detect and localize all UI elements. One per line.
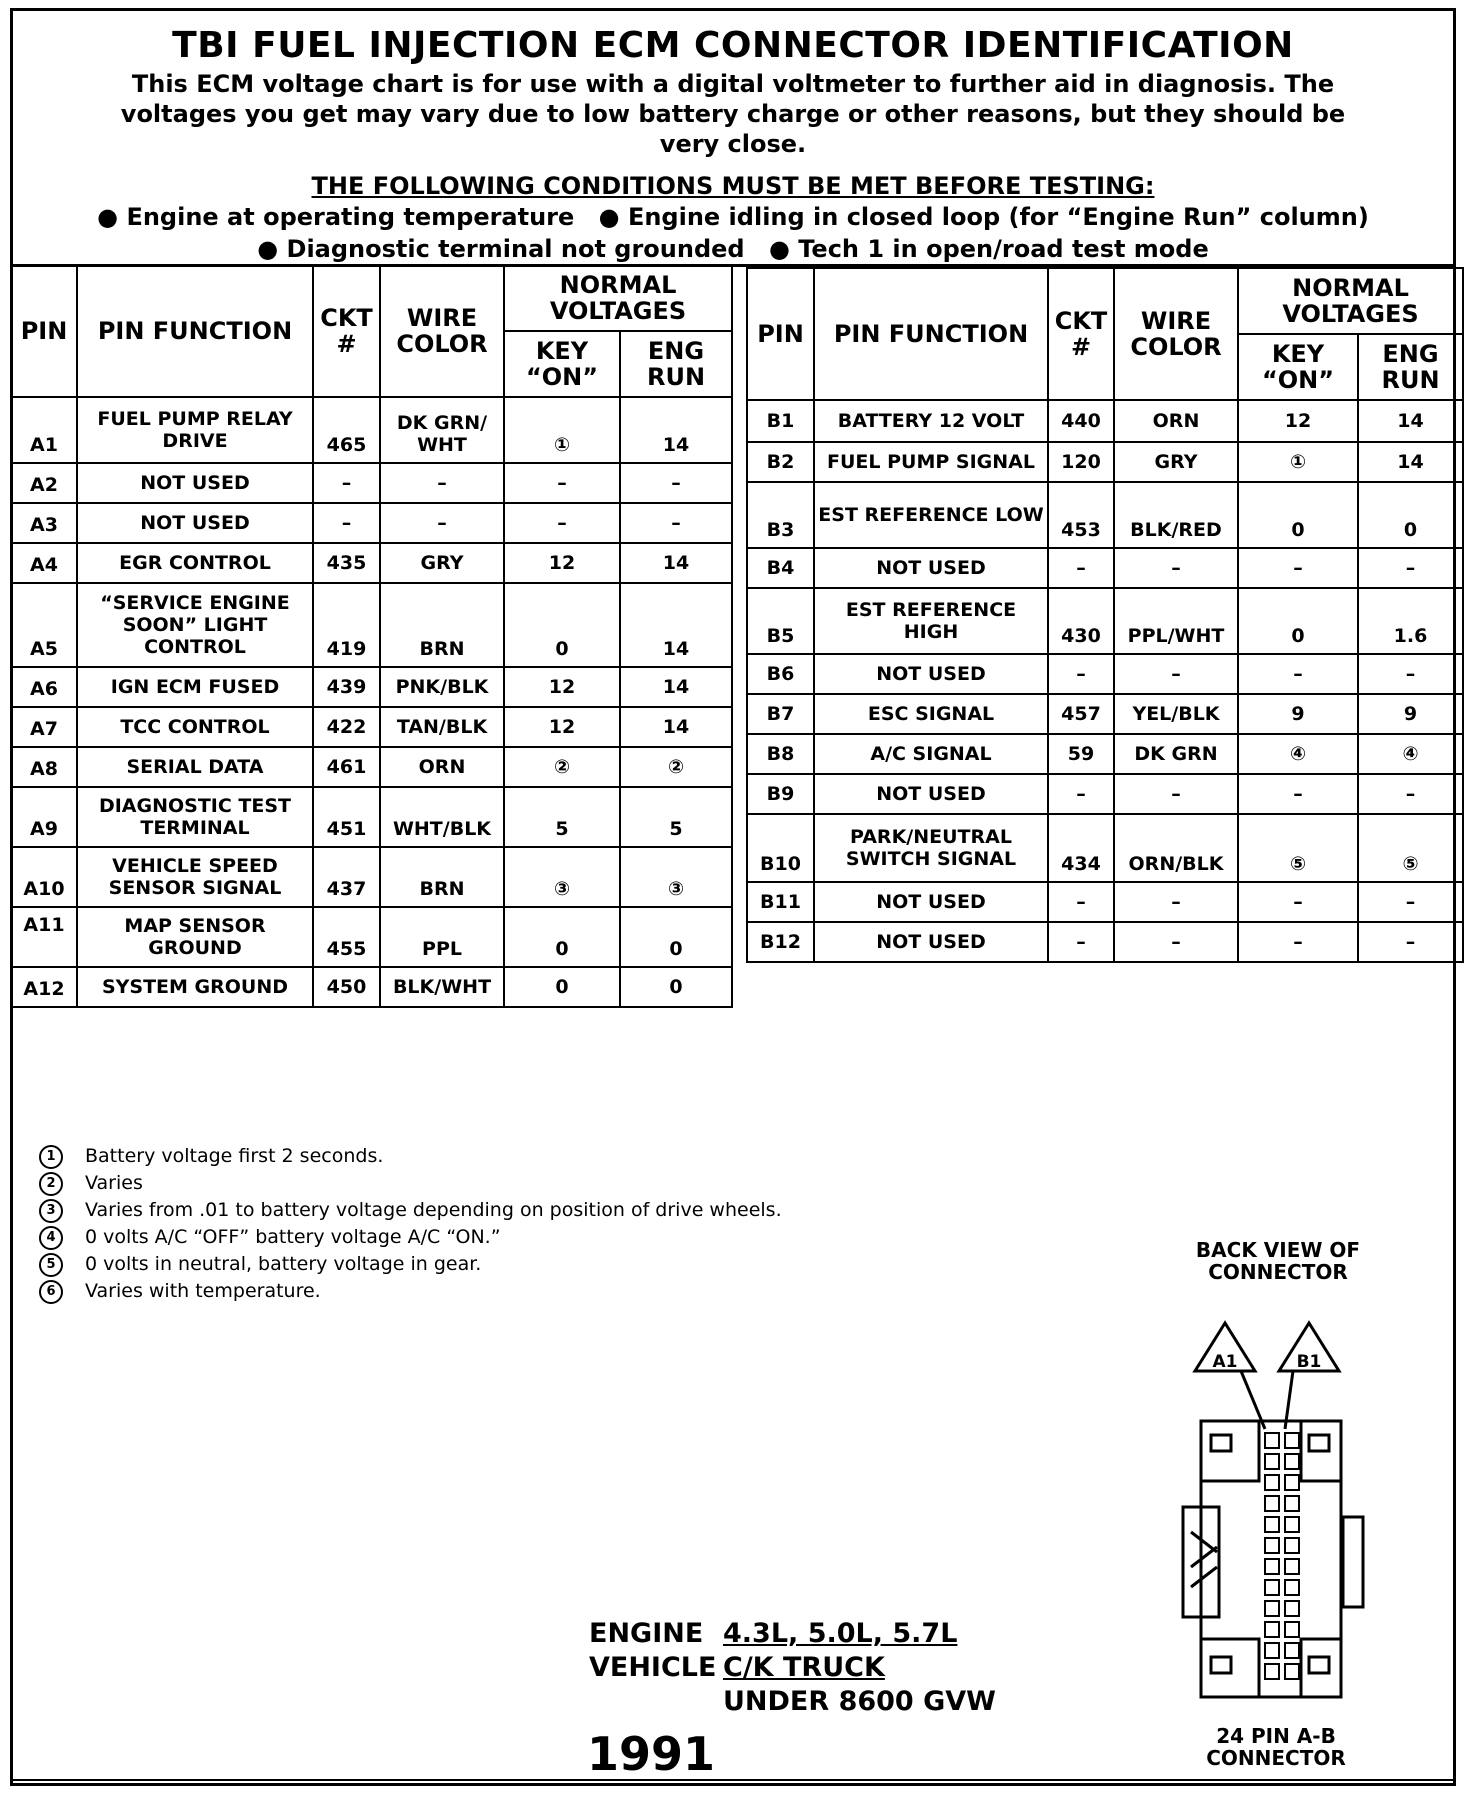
key-on-cell: 0 xyxy=(1238,588,1358,654)
key-on-cell: ① xyxy=(1238,442,1358,482)
key-on-cell: 12 xyxy=(1238,400,1358,442)
wire-color-cell: – xyxy=(380,503,504,543)
condition-item: ● Tech 1 in open/road test mode xyxy=(768,235,1209,263)
col-key-on: KEY “ON” xyxy=(1238,334,1358,400)
col-pin-function: PIN FUNCTION xyxy=(77,265,313,397)
key-on-cell: 0 xyxy=(504,583,620,667)
wire-color-cell: BRN xyxy=(380,847,504,907)
connector-pin-icon xyxy=(1265,1580,1279,1595)
ckt-cell: 461 xyxy=(313,747,380,787)
back-view-label: BACK VIEW OF CONNECTOR xyxy=(1195,1238,1361,1284)
wire-color-cell: – xyxy=(1114,882,1238,922)
pin-function-cell: SERIAL DATA xyxy=(77,747,313,787)
table-row xyxy=(747,694,1463,734)
col-wire-color: WIRE COLOR xyxy=(1114,268,1238,400)
footnote-number: 4 xyxy=(39,1226,63,1250)
engine-label: ENGINE xyxy=(589,1618,704,1649)
ckt-cell: 457 xyxy=(1048,694,1114,734)
connector-pin-icon xyxy=(1265,1433,1279,1448)
ckt-cell: 120 xyxy=(1048,442,1114,482)
footnote-number: 5 xyxy=(39,1253,63,1277)
pin-cell: A11 xyxy=(11,907,77,967)
wire-color-cell: DK GRN/ WHT xyxy=(380,397,504,463)
connector-pin-icon xyxy=(1265,1643,1279,1658)
pin-function-cell: EGR CONTROL xyxy=(77,543,313,583)
connector-pin-icon xyxy=(1285,1601,1299,1616)
footnote-text: Battery voltage first 2 seconds. xyxy=(85,1145,384,1167)
eng-run-cell: – xyxy=(620,463,732,503)
ckt-cell: – xyxy=(1048,774,1114,814)
pin-cell: A6 xyxy=(11,667,77,707)
pin-cell: B2 xyxy=(747,442,814,482)
pin-cell: A1 xyxy=(11,397,77,463)
key-on-cell: – xyxy=(1238,922,1358,962)
table-row xyxy=(11,787,732,847)
eng-run-cell: 14 xyxy=(1358,400,1463,442)
table-row xyxy=(11,583,732,667)
description: This ECM voltage chart is for use with a digital voltmeter to further aid in diagnosis. The voltages you get may vary due to low battery charge or other reasons, but they should be very close. xyxy=(120,70,1346,158)
connector-pin-icon xyxy=(1285,1580,1299,1595)
wire-color-cell: – xyxy=(1114,548,1238,588)
eng-run-cell: 14 xyxy=(620,397,732,463)
pin-function-cell: MAP SENSOR GROUND xyxy=(77,907,313,967)
key-on-cell: – xyxy=(1238,774,1358,814)
connector-a-table xyxy=(10,264,733,1008)
eng-run-cell: 0 xyxy=(1358,482,1463,548)
connector-pin-icon xyxy=(1285,1433,1299,1448)
table-row xyxy=(11,463,732,503)
footnote-text: Varies from .01 to battery voltage depending on position of drive wheels. xyxy=(85,1199,782,1221)
ckt-cell: 455 xyxy=(313,907,380,967)
pin-cell: A10 xyxy=(11,847,77,907)
col-normal-voltages: NORMAL VOLTAGES xyxy=(1238,268,1463,334)
ckt-cell: 430 xyxy=(1048,588,1114,654)
chart-sheet xyxy=(10,8,1456,1786)
eng-run-cell: ④ xyxy=(1358,734,1463,774)
eng-run-cell: ③ xyxy=(620,847,732,907)
pin-function-cell: NOT USED xyxy=(814,922,1048,962)
page-title: TBI FUEL INJECTION ECM CONNECTOR IDENTIFICATION xyxy=(172,25,1294,66)
col-wire-color: WIRE COLOR xyxy=(380,265,504,397)
footnote-6 xyxy=(39,1278,782,1305)
ckt-cell: – xyxy=(1048,654,1114,694)
connector-pin-icon xyxy=(1265,1517,1279,1532)
vehicle-value: C/K TRUCK xyxy=(723,1652,885,1683)
pin-function-cell: FUEL PUMP RELAY DRIVE xyxy=(77,397,313,463)
footnote-text: Varies xyxy=(85,1172,143,1194)
connector-pin-icon xyxy=(1265,1538,1279,1553)
col-key-on: KEY “ON” xyxy=(504,331,620,397)
footnote-number: 1 xyxy=(39,1145,63,1169)
col-pin: PIN xyxy=(11,265,77,397)
pin-function-cell: SYSTEM GROUND xyxy=(77,967,313,1007)
footnote-text: 0 volts in neutral, battery voltage in gear. xyxy=(85,1253,482,1275)
wire-color-cell: BLK/RED xyxy=(1114,482,1238,548)
wire-color-cell: BLK/WHT xyxy=(380,967,504,1007)
col-ckt: CKT # xyxy=(313,265,380,397)
connector-pin-icon xyxy=(1285,1475,1299,1490)
wire-color-cell: – xyxy=(1114,774,1238,814)
condition-item: ● Engine at operating temperature xyxy=(97,203,575,231)
table-row xyxy=(747,400,1463,442)
connector-pin-icon xyxy=(1265,1559,1279,1574)
model-year: 1991 xyxy=(587,1727,716,1781)
pin-cell: B10 xyxy=(747,814,814,882)
condition-item: ● Diagnostic terminal not grounded xyxy=(257,235,745,263)
eng-run-cell: 14 xyxy=(620,707,732,747)
col-eng-run: ENG RUN xyxy=(1358,334,1463,400)
b1-label: B1 xyxy=(1296,1352,1322,1372)
wire-color-cell: ORN xyxy=(380,747,504,787)
pin-cell: B3 xyxy=(747,482,814,548)
eng-run-cell: 14 xyxy=(620,583,732,667)
ckt-cell: 434 xyxy=(1048,814,1114,882)
connector-pin-icon xyxy=(1285,1538,1299,1553)
eng-run-cell: – xyxy=(1358,654,1463,694)
footnote-2 xyxy=(39,1170,782,1197)
pin-cell: A3 xyxy=(11,503,77,543)
pin-function-cell: IGN ECM FUSED xyxy=(77,667,313,707)
wire-color-cell: YEL/BLK xyxy=(1114,694,1238,734)
ckt-cell: 450 xyxy=(313,967,380,1007)
bottom-rule xyxy=(13,1779,1453,1781)
ckt-cell: 437 xyxy=(313,847,380,907)
eng-run-cell: – xyxy=(1358,922,1463,962)
pin-function-cell: “SERVICE ENGINE SOON” LIGHT CONTROL xyxy=(77,583,313,667)
eng-run-cell: – xyxy=(620,503,732,543)
pin-cell: A8 xyxy=(11,747,77,787)
col-normal-voltages: NORMAL VOLTAGES xyxy=(504,265,732,331)
footnote-text: 0 volts A/C “OFF” battery voltage A/C “ON.” xyxy=(85,1226,501,1248)
wire-color-cell: – xyxy=(380,463,504,503)
pin-function-cell: DIAGNOSTIC TEST TERMINAL xyxy=(77,787,313,847)
footnote-5 xyxy=(39,1251,782,1278)
connector-pin-icon xyxy=(1285,1517,1299,1532)
table-row xyxy=(11,667,732,707)
ckt-cell: 422 xyxy=(313,707,380,747)
key-on-cell: – xyxy=(1238,654,1358,694)
key-on-cell: 12 xyxy=(504,707,620,747)
table-row xyxy=(747,588,1463,654)
key-on-cell: 0 xyxy=(504,967,620,1007)
pin-function-cell: NOT USED xyxy=(77,503,313,543)
table-row xyxy=(747,482,1463,548)
pin-function-cell: NOT USED xyxy=(814,548,1048,588)
pin-cell: B5 xyxy=(747,588,814,654)
key-on-cell: 12 xyxy=(504,543,620,583)
pin-cell: B6 xyxy=(747,654,814,694)
pin-cell: A9 xyxy=(11,787,77,847)
pin-cell: A7 xyxy=(11,707,77,747)
connector-pin-icon xyxy=(1265,1475,1279,1490)
weight-value: UNDER 8600 GVW xyxy=(723,1686,996,1717)
pin-cell: B7 xyxy=(747,694,814,734)
wire-color-cell: PNK/BLK xyxy=(380,667,504,707)
key-on-cell: 9 xyxy=(1238,694,1358,734)
ckt-cell: 439 xyxy=(313,667,380,707)
connector-pin-icon xyxy=(1285,1559,1299,1574)
connector-diagram xyxy=(1181,1317,1381,1727)
connector-pin-icon xyxy=(1265,1601,1279,1616)
col-pin: PIN xyxy=(747,268,814,400)
key-on-cell: 12 xyxy=(504,667,620,707)
wire-color-cell: ORN/BLK xyxy=(1114,814,1238,882)
header xyxy=(13,25,1453,265)
ckt-cell: – xyxy=(1048,548,1114,588)
ckt-cell: 465 xyxy=(313,397,380,463)
ckt-cell: – xyxy=(1048,882,1114,922)
footnote-4 xyxy=(39,1224,782,1251)
pin-cell: A12 xyxy=(11,967,77,1007)
table-row xyxy=(747,654,1463,694)
eng-run-cell: 14 xyxy=(620,667,732,707)
ckt-cell: 451 xyxy=(313,787,380,847)
table-row xyxy=(11,967,732,1007)
eng-run-cell: 14 xyxy=(1358,442,1463,482)
connector-pin-icon xyxy=(1285,1454,1299,1469)
wire-color-cell: TAN/BLK xyxy=(380,707,504,747)
pin-grid-icon xyxy=(1265,1433,1299,1679)
pin-function-cell: VEHICLE SPEED SENSOR SIGNAL xyxy=(77,847,313,907)
table-row xyxy=(11,907,732,967)
ckt-cell: – xyxy=(313,503,380,543)
table-row xyxy=(11,397,732,463)
footnote-text: Varies with temperature. xyxy=(85,1280,321,1302)
eng-run-cell: 0 xyxy=(620,967,732,1007)
wire-color-cell: PPL/WHT xyxy=(1114,588,1238,654)
connector-pin-icon xyxy=(1265,1454,1279,1469)
pin-function-cell: TCC CONTROL xyxy=(77,707,313,747)
pin-cell: A4 xyxy=(11,543,77,583)
ckt-cell: 419 xyxy=(313,583,380,667)
vehicle-label: VEHICLE xyxy=(589,1652,717,1683)
table-row xyxy=(747,442,1463,482)
pin-cell: B4 xyxy=(747,548,814,588)
key-on-cell: ② xyxy=(504,747,620,787)
conditions-line-2 xyxy=(13,233,1453,265)
connector-b-table xyxy=(746,267,1464,963)
ckt-cell: – xyxy=(1048,922,1114,962)
connector-pin-icon xyxy=(1265,1622,1279,1637)
pin-cell: B11 xyxy=(747,882,814,922)
connector-pin-icon xyxy=(1285,1496,1299,1511)
pin-function-cell: EST REFERENCE HIGH xyxy=(814,588,1048,654)
ckt-cell: 59 xyxy=(1048,734,1114,774)
conditions-heading: THE FOLLOWING CONDITIONS MUST BE MET BEFORE TESTING: xyxy=(311,172,1155,200)
connector-pin-icon xyxy=(1285,1622,1299,1637)
ckt-cell: 435 xyxy=(313,543,380,583)
table-row xyxy=(747,734,1463,774)
pin-cell: B12 xyxy=(747,922,814,962)
table-row xyxy=(747,922,1463,962)
wire-color-cell: BRN xyxy=(380,583,504,667)
eng-run-cell: ② xyxy=(620,747,732,787)
pin-cell: A2 xyxy=(11,463,77,503)
key-on-cell: ⑤ xyxy=(1238,814,1358,882)
wire-color-cell: – xyxy=(1114,654,1238,694)
eng-run-cell: 9 xyxy=(1358,694,1463,734)
eng-run-cell: ⑤ xyxy=(1358,814,1463,882)
pin-function-cell: NOT USED xyxy=(814,882,1048,922)
table-row xyxy=(747,774,1463,814)
ckt-cell: – xyxy=(313,463,380,503)
pin-cell: A5 xyxy=(11,583,77,667)
key-on-cell: – xyxy=(504,463,620,503)
wire-color-cell: WHT/BLK xyxy=(380,787,504,847)
wire-color-cell: GRY xyxy=(1114,442,1238,482)
table-row xyxy=(11,847,732,907)
eng-run-cell: – xyxy=(1358,548,1463,588)
pin-cell: B1 xyxy=(747,400,814,442)
wire-color-cell: GRY xyxy=(380,543,504,583)
key-on-cell: 0 xyxy=(504,907,620,967)
key-on-cell: – xyxy=(1238,548,1358,588)
footnotes xyxy=(39,1143,782,1305)
footnote-number: 3 xyxy=(39,1199,63,1223)
wire-color-cell: DK GRN xyxy=(1114,734,1238,774)
table-row xyxy=(747,548,1463,588)
eng-run-cell: 0 xyxy=(620,907,732,967)
pin-cell: B8 xyxy=(747,734,814,774)
pin-function-cell: NOT USED xyxy=(814,654,1048,694)
engine-value: 4.3L, 5.0L, 5.7L xyxy=(723,1618,958,1649)
pin-function-cell: NOT USED xyxy=(77,463,313,503)
col-ckt: CKT # xyxy=(1048,268,1114,400)
connector-pin-icon xyxy=(1265,1664,1279,1679)
ckt-cell: 453 xyxy=(1048,482,1114,548)
pin-function-cell: FUEL PUMP SIGNAL xyxy=(814,442,1048,482)
pin-function-cell: A/C SIGNAL xyxy=(814,734,1048,774)
connector-pin-icon xyxy=(1285,1664,1299,1679)
table-row xyxy=(747,882,1463,922)
table-row xyxy=(747,814,1463,882)
wire-color-cell: PPL xyxy=(380,907,504,967)
key-on-cell: ① xyxy=(504,397,620,463)
col-pin-function: PIN FUNCTION xyxy=(814,268,1048,400)
key-on-cell: 0 xyxy=(1238,482,1358,548)
vehicle-info xyxy=(589,1617,996,1719)
connector-a-rows xyxy=(11,397,732,1007)
connector-pin-icon xyxy=(1285,1643,1299,1658)
footnote-3 xyxy=(39,1197,782,1224)
key-on-cell: – xyxy=(1238,882,1358,922)
conditions-line-1 xyxy=(13,201,1453,233)
key-on-cell: – xyxy=(504,503,620,543)
connector-caption: 24 PIN A-B CONNECTOR xyxy=(1206,1724,1346,1770)
pin-function-cell: BATTERY 12 VOLT xyxy=(814,400,1048,442)
eng-run-cell: – xyxy=(1358,774,1463,814)
wire-color-cell: – xyxy=(1114,922,1238,962)
pin-cell: B9 xyxy=(747,774,814,814)
eng-run-cell: 14 xyxy=(620,543,732,583)
condition-item: ● Engine idling in closed loop (for “Engine Run” column) xyxy=(598,203,1369,231)
eng-run-cell: – xyxy=(1358,882,1463,922)
pin-function-cell: NOT USED xyxy=(814,774,1048,814)
table-row xyxy=(11,747,732,787)
pin-function-cell: ESC SIGNAL xyxy=(814,694,1048,734)
table-row xyxy=(11,503,732,543)
table-row xyxy=(11,543,732,583)
key-on-cell: 5 xyxy=(504,787,620,847)
table-row xyxy=(11,707,732,747)
pin-function-cell: PARK/NEUTRAL SWITCH SIGNAL xyxy=(814,814,1048,882)
connector-b-rows xyxy=(747,400,1463,962)
connector-pin-icon xyxy=(1265,1496,1279,1511)
footnote-number: 6 xyxy=(39,1280,63,1304)
footnote-number: 2 xyxy=(39,1172,63,1196)
pin-function-cell: EST REFERENCE LOW xyxy=(814,482,1048,548)
ckt-cell: 440 xyxy=(1048,400,1114,442)
footnote-1 xyxy=(39,1143,782,1170)
a1-label: A1 xyxy=(1212,1352,1238,1372)
eng-run-cell: 5 xyxy=(620,787,732,847)
key-on-cell: ③ xyxy=(504,847,620,907)
wire-color-cell: ORN xyxy=(1114,400,1238,442)
eng-run-cell: 1.6 xyxy=(1358,588,1463,654)
col-eng-run: ENG RUN xyxy=(620,331,732,397)
key-on-cell: ④ xyxy=(1238,734,1358,774)
